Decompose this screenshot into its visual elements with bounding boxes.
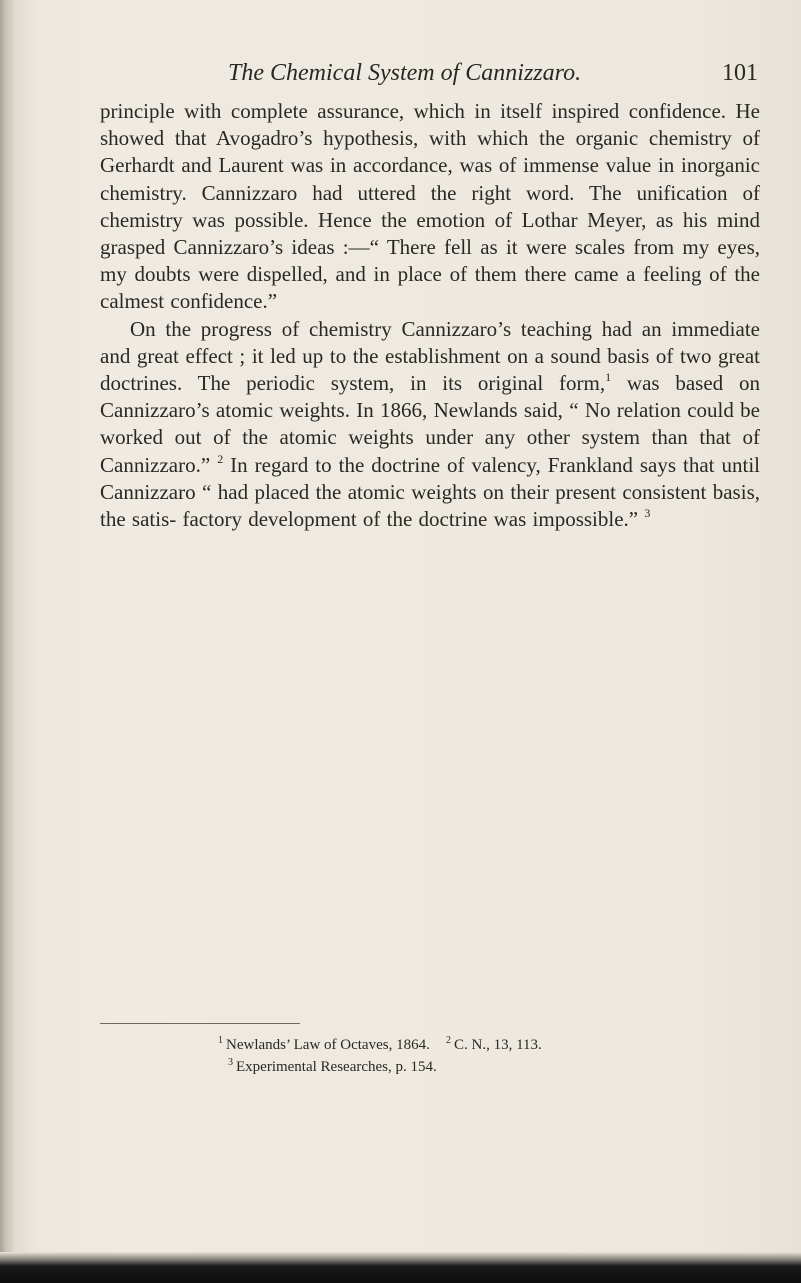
binding-gutter	[0, 0, 14, 1283]
footnote-ref-1: 1	[605, 370, 612, 385]
scan-bottom-edge	[0, 1252, 801, 1283]
paragraph-2	[100, 316, 760, 534]
footnote-3-mark: 3	[228, 1057, 233, 1068]
footnote-2-text: C. N., 13, 113.	[454, 1037, 542, 1053]
footnote-2-mark: 2	[446, 1035, 451, 1046]
footnote-3	[228, 1052, 437, 1078]
footnote-line-1	[100, 1030, 760, 1052]
footnote-ref-3: 3	[644, 506, 651, 521]
paragraph-1	[100, 98, 760, 316]
running-head	[100, 58, 760, 88]
footnote-ref-2: 2	[217, 451, 224, 466]
running-title: The Chemical System of Cannizzaro.	[228, 60, 582, 86]
paragraph-2-text-b: was based on Cannizzaro’s atomic weights. In 1866, Newlands said, “ No relation could be worked out of the atomic weights under any other system than that of Cannizzaro.”	[100, 371, 760, 477]
paragraph-2-text-a: On the progress of chemistry Cannizzaro’s teaching had an immediate and great effect ; it led up to the establishment on a sound basis of two great doctrines. The periodic system, in its original form,	[100, 316, 760, 396]
paragraph-2-text-c: In regard to the doctrine of valency, Frankland says that until Cannizzaro “ had placed the atomic weights on their present consistent basis, the satis- factory development of the doctrine was impossible.”	[100, 452, 760, 532]
footnote-1-mark: 1	[218, 1035, 223, 1046]
paragraph-1-text: principle with complete assurance, which in itself inspired confidence. He showed that Avogadro’s hypothesis, with which the organic chemistry of Gerhardt and Laurent was in accordance, was of immense value in inorganic chemistry. Cannizzaro had uttered the right word. The unification of chemistry was possible. Hence the emotion of Lothar Meyer, as his mind grasped Cannizzaro’s ideas :—“ There fell as it were scales from my eyes, my doubts were dispelled, and in place of them there came a feeling of the calmest confidence.”	[100, 99, 760, 314]
footnote-1-text: Newlands’ Law of Octaves, 1864.	[226, 1037, 430, 1053]
footnote-rule	[100, 1023, 300, 1024]
footnotes	[100, 1030, 760, 1074]
footnote-3-text: Experimental Researches, p. 154.	[236, 1059, 437, 1075]
body-text	[100, 98, 760, 533]
page-number: 101	[722, 60, 758, 86]
footnote-line-2	[100, 1052, 760, 1074]
